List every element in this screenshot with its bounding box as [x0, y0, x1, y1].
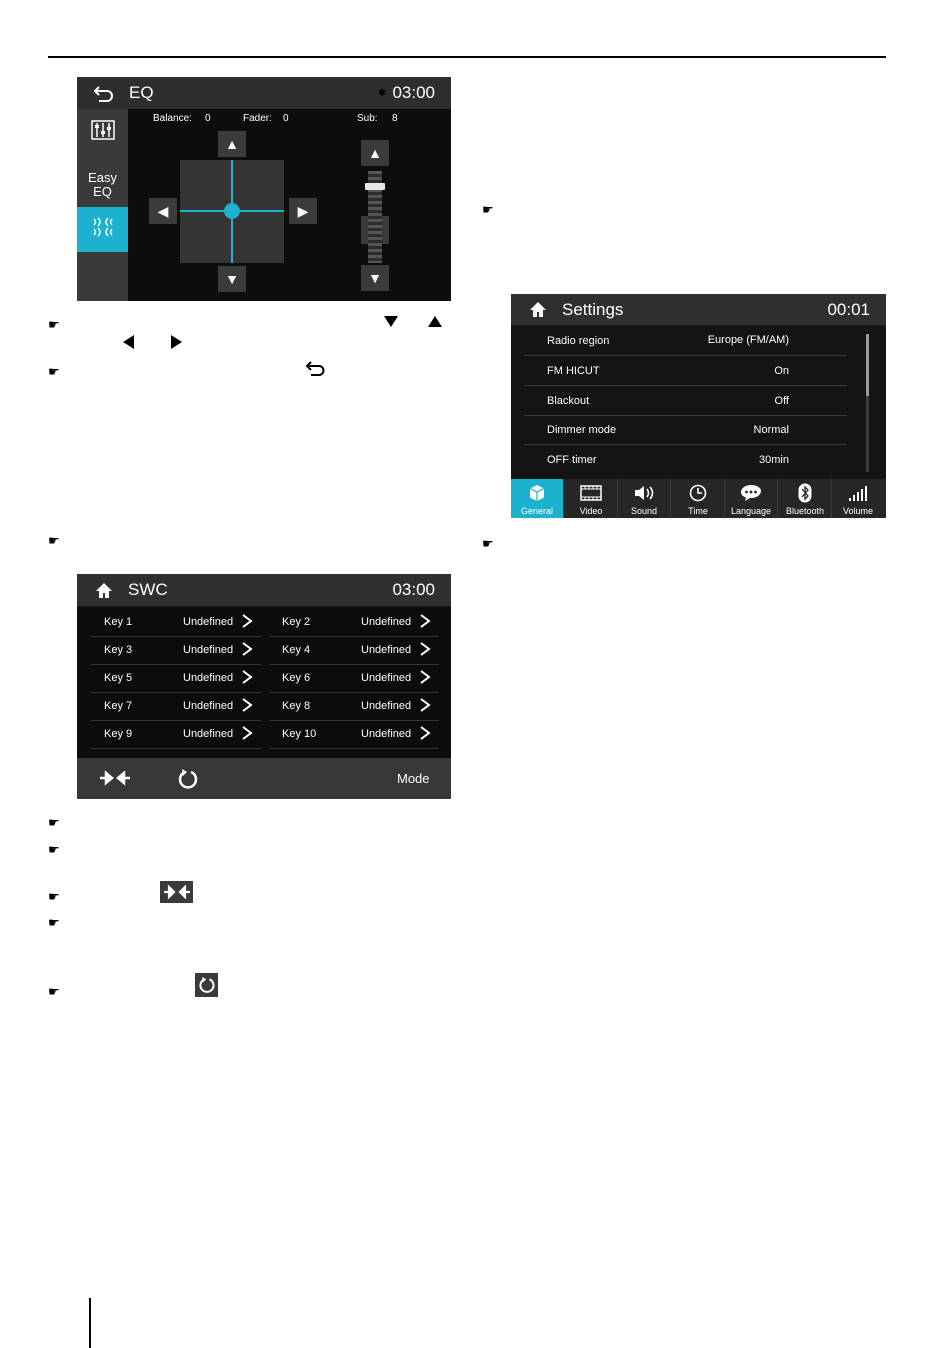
home-icon[interactable]: [529, 301, 547, 323]
hand-pointer-icon: ☛: [48, 364, 60, 379]
setting-value: Europe (FM/AM): [707, 334, 789, 346]
hand-pointer-icon: ☛: [48, 915, 60, 930]
swc-key-row[interactable]: [91, 636, 261, 665]
easy-eq-label-line1: Easy: [88, 170, 117, 185]
swc-key-row[interactable]: [91, 720, 261, 749]
hand-pointer-icon: ☛: [48, 815, 60, 830]
up-triangle-icon: [427, 315, 443, 333]
back-icon: [305, 360, 327, 382]
chevron-right-icon: [419, 613, 431, 632]
mode-button[interactable]: Mode: [397, 771, 430, 786]
eq-clock: 03:00: [392, 83, 435, 102]
tab-label: Language: [730, 506, 772, 516]
eq-settings-tab[interactable]: [77, 115, 128, 149]
settings-row[interactable]: [524, 356, 847, 386]
swc-key-row[interactable]: [269, 664, 439, 693]
setting-name: FM HICUT: [547, 365, 600, 377]
hand-pointer-icon: ☛: [48, 533, 60, 548]
setting-value: 30min: [759, 454, 789, 466]
easy-eq-tab[interactable]: [77, 161, 128, 209]
fader-down-button[interactable]: ▼: [218, 266, 246, 292]
sliders-icon: [91, 120, 115, 145]
back-icon[interactable]: [93, 84, 115, 107]
chevron-right-icon: [419, 697, 431, 716]
hand-pointer-icon: ☛: [482, 202, 494, 217]
reset-icon: [195, 973, 218, 997]
settings-row[interactable]: [524, 415, 847, 445]
settings-row[interactable]: [524, 445, 847, 474]
chevron-right-icon: [241, 725, 253, 744]
key-value: Undefined: [361, 672, 412, 684]
swc-key-row[interactable]: [269, 608, 439, 637]
key-name: Key 5: [104, 672, 133, 684]
key-value: Undefined: [361, 644, 412, 656]
swc-key-row[interactable]: [91, 608, 261, 637]
settings-screen: [511, 294, 886, 518]
eq-title: EQ: [129, 83, 154, 102]
settings-row[interactable]: [524, 386, 847, 416]
pad-position-handle[interactable]: [224, 203, 240, 219]
swc-title-bar: [77, 574, 451, 607]
cube-icon: [528, 482, 546, 504]
eq-title-bar: [77, 77, 451, 110]
tab-language[interactable]: [725, 479, 778, 518]
key-name: Key 10: [282, 728, 317, 740]
chevron-right-icon: [241, 641, 253, 660]
chevron-right-icon: [419, 669, 431, 688]
surround-tab[interactable]: [77, 207, 128, 252]
key-name: Key 3: [104, 644, 133, 656]
hand-pointer-icon: ☛: [482, 536, 494, 551]
swc-title: SWC: [128, 580, 168, 599]
key-value: Undefined: [183, 672, 234, 684]
footer-rule: [89, 1298, 91, 1348]
balance-value: 0: [205, 113, 211, 124]
film-icon: [580, 482, 602, 504]
setting-value: On: [774, 365, 789, 377]
chevron-right-icon: [241, 613, 253, 632]
sub-increase-button[interactable]: ▲: [361, 140, 389, 166]
key-name: Key 6: [282, 672, 311, 684]
learn-converge-icon[interactable]: [99, 770, 131, 791]
settings-title-bar: [511, 294, 886, 326]
key-name: Key 1: [104, 616, 133, 628]
bluetooth-icon: ✱: [378, 88, 387, 99]
chevron-right-icon: [241, 669, 253, 688]
tab-general[interactable]: [511, 479, 564, 518]
setting-value: Off: [774, 395, 789, 407]
tab-label: Time: [688, 506, 708, 516]
tab-sound[interactable]: [618, 479, 671, 518]
key-value: Undefined: [361, 616, 412, 628]
sub-label: Sub:: [357, 113, 378, 124]
key-value: Undefined: [361, 728, 412, 740]
reset-icon[interactable]: [177, 768, 199, 795]
key-name: Key 8: [282, 700, 311, 712]
eq-screen: [77, 77, 451, 301]
easy-eq-label-line2: EQ: [93, 184, 112, 199]
tab-video[interactable]: [565, 479, 618, 518]
down-triangle-icon: [383, 315, 399, 333]
fader-up-button[interactable]: ▲: [218, 131, 246, 157]
chevron-right-icon: [241, 697, 253, 716]
speech-bubble-icon: [740, 482, 762, 504]
key-value: Undefined: [361, 700, 412, 712]
setting-name: Radio region: [547, 335, 610, 347]
learn-converge-icon: [160, 881, 193, 903]
tab-label: Volume: [842, 506, 874, 516]
swc-bottom-bar: [77, 758, 451, 799]
swc-screen: [77, 574, 451, 799]
hand-pointer-icon: ☛: [48, 984, 60, 999]
sub-value: 8: [392, 113, 398, 124]
swc-key-row[interactable]: [269, 636, 439, 665]
setting-name: Dimmer mode: [547, 424, 617, 436]
hand-pointer-icon: ☛: [48, 889, 60, 904]
hand-pointer-icon: ☛: [48, 317, 60, 332]
balance-left-button[interactable]: ◀: [149, 198, 177, 224]
eq-main-area: [128, 109, 451, 301]
key-name: Key 4: [282, 644, 311, 656]
setting-name: Blackout: [547, 395, 590, 407]
balance-label: Balance:: [153, 113, 192, 124]
tab-label: General: [520, 506, 554, 516]
clock-icon: [689, 482, 707, 504]
header-rule: [48, 56, 886, 58]
hand-pointer-icon: ☛: [48, 842, 60, 857]
key-name: Key 9: [104, 728, 133, 740]
key-value: Undefined: [183, 728, 234, 740]
fader-label: Fader:: [243, 113, 272, 124]
settings-clock: 00:01: [827, 300, 870, 319]
left-triangle-icon: [122, 334, 135, 355]
balance-right-button[interactable]: ▶: [289, 198, 317, 224]
setting-name: OFF timer: [547, 454, 597, 466]
tab-volume[interactable]: [832, 479, 884, 518]
swc-key-row[interactable]: [91, 664, 261, 693]
key-value: Undefined: [183, 616, 234, 628]
swc-key-row[interactable]: [269, 692, 439, 721]
settings-tab-bar: [511, 479, 886, 518]
key-value: Undefined: [183, 644, 234, 656]
tab-label: Video: [579, 506, 603, 516]
tab-label: Bluetooth: [785, 506, 825, 516]
settings-scroll-thumb[interactable]: [866, 334, 869, 396]
chevron-right-icon: [419, 725, 431, 744]
chevron-right-icon: [419, 641, 431, 660]
swc-clock: 03:00: [392, 580, 435, 599]
bluetooth-icon: [798, 482, 812, 504]
settings-title: Settings: [562, 300, 624, 319]
tab-time[interactable]: [672, 479, 725, 518]
settings-row[interactable]: [524, 326, 847, 356]
key-name: Key 7: [104, 700, 133, 712]
sub-slider-handle[interactable]: [365, 183, 385, 190]
volume-bars-icon: [848, 482, 868, 504]
speaker-icon: [633, 482, 655, 504]
swc-key-row[interactable]: [269, 720, 439, 749]
fader-value: 0: [283, 113, 289, 124]
setting-value: Normal: [753, 424, 789, 436]
key-value: Undefined: [183, 700, 234, 712]
home-icon[interactable]: [95, 582, 113, 604]
tab-label: Sound: [630, 506, 658, 516]
right-triangle-icon: [170, 334, 183, 355]
sub-decrease-button[interactable]: ▼: [361, 265, 389, 291]
eq-sidebar: [77, 109, 128, 301]
tab-bluetooth[interactable]: [779, 479, 832, 518]
swc-key-row[interactable]: [91, 692, 261, 721]
speaker-waves-icon: [91, 216, 115, 243]
key-name: Key 2: [282, 616, 311, 628]
